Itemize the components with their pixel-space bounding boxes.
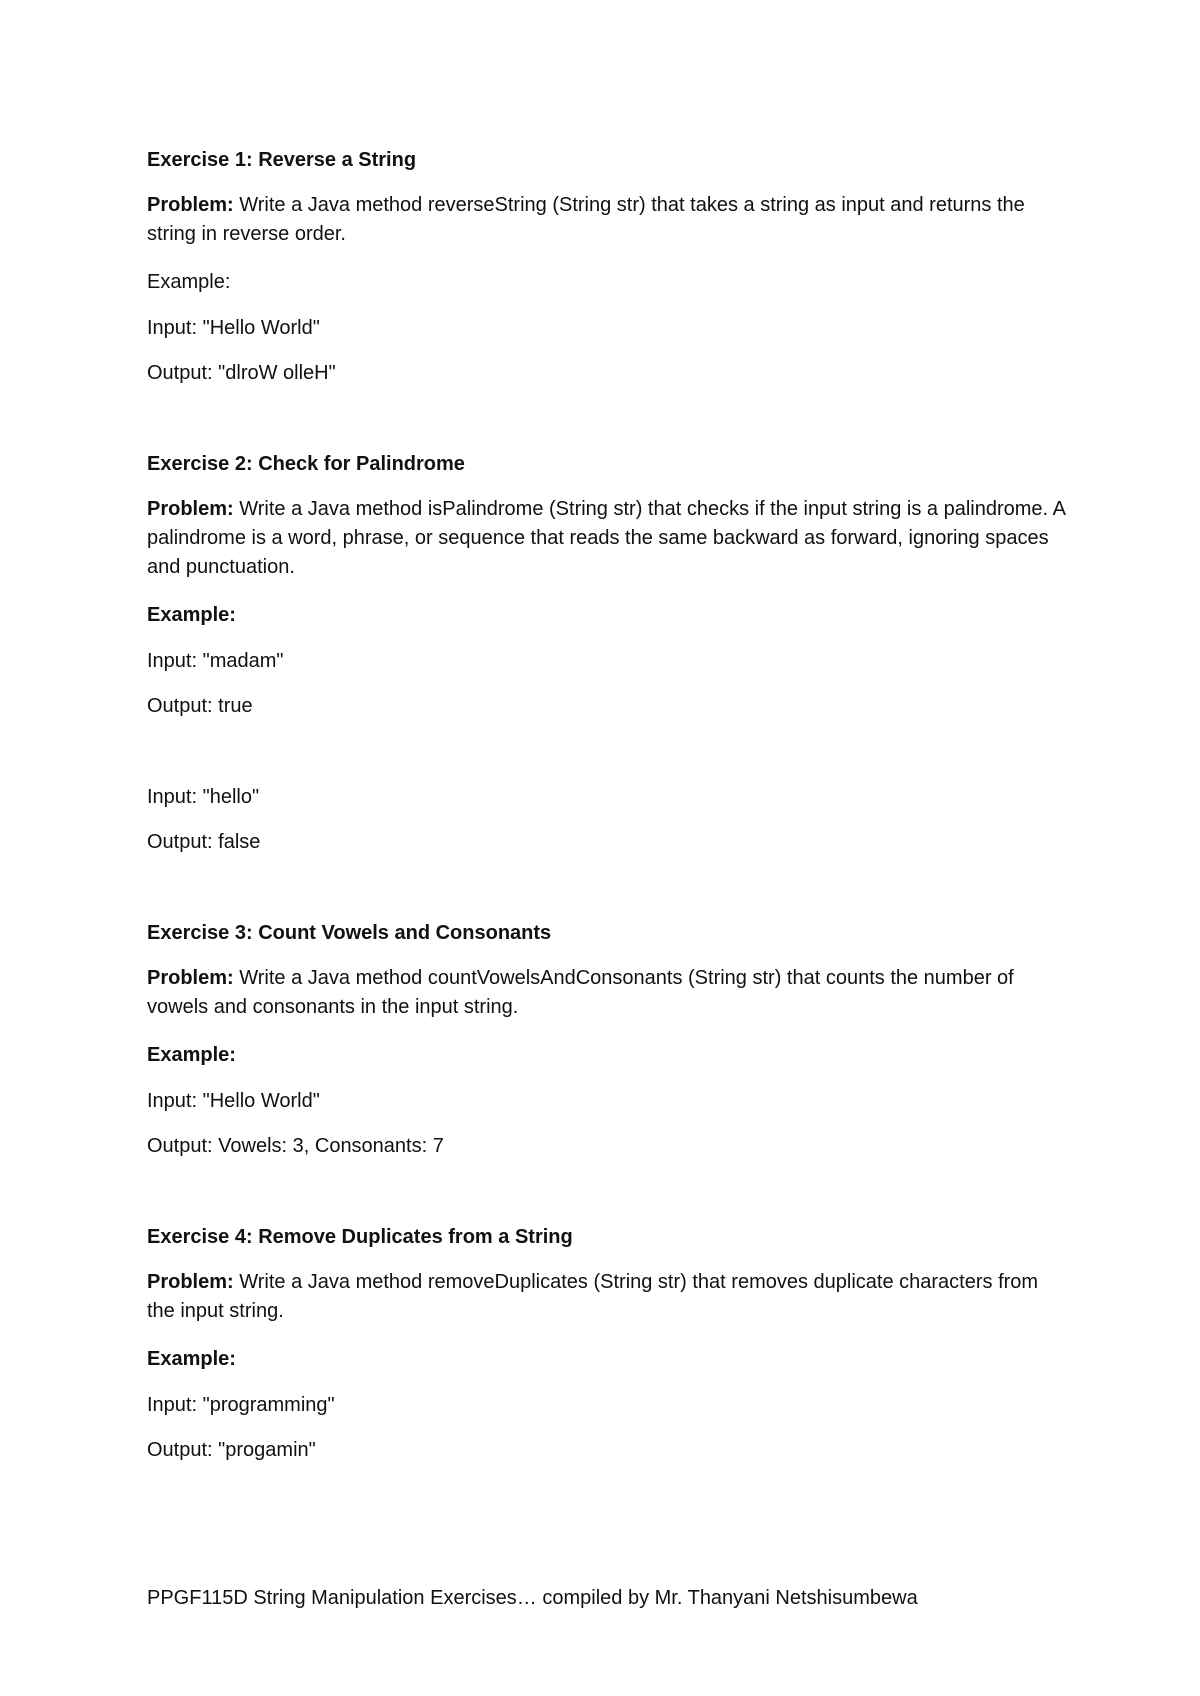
exercise-3-input: Input: "Hello World" [147, 1090, 320, 1112]
problem-label: Problem: [147, 498, 234, 520]
exercise-2-input-2: Input: "hello" [147, 786, 260, 808]
exercise-4-input: Input: "programming" [147, 1394, 335, 1416]
exercise-3-problem [147, 964, 1067, 1022]
problem-text: Write a Java method isPalindrome (String str) that checks if the input string is a palindrome. A palindrome is a word, phrase, or sequence that reads the same backward as forward, ignoring spaces and punctuation. [147, 498, 1065, 578]
exercise-2-example-label: Example: [147, 604, 236, 626]
exercise-2-output-1: Output: true [147, 695, 253, 717]
page-footer: PPGF115D String Manipulation Exercises… compiled by Mr. Thanyani Netshisumbewa [147, 1587, 918, 1609]
exercise-1-title: Exercise 1: Reverse a String [147, 149, 417, 171]
exercise-2-title: Exercise 2: Check for Palindrome [147, 453, 465, 475]
exercise-4-problem [147, 1268, 1067, 1326]
exercise-1-problem [147, 191, 1067, 249]
problem-text: Write a Java method reverseString (String str) that takes a string as input and returns the string in reverse order. [147, 194, 1025, 245]
exercise-2-problem [147, 495, 1067, 582]
problem-label: Problem: [147, 967, 234, 989]
problem-label: Problem: [147, 1271, 234, 1293]
problem-text: Write a Java method countVowelsAndConsonants (String str) that counts the number of vowels and consonants in the input string. [147, 967, 1014, 1018]
exercise-1-output: Output: "dlroW olleH" [147, 362, 336, 384]
exercise-3-title: Exercise 3: Count Vowels and Consonants [147, 922, 552, 944]
problem-label: Problem: [147, 194, 234, 216]
exercise-2-output-2: Output: false [147, 831, 261, 853]
exercise-4-example-label: Example: [147, 1348, 236, 1370]
exercise-4-output: Output: "progamin" [147, 1439, 316, 1461]
problem-text: Write a Java method removeDuplicates (String str) that removes duplicate characters from the input string. [147, 1271, 1039, 1322]
exercise-4-title: Exercise 4: Remove Duplicates from a String [147, 1226, 573, 1248]
exercise-3-output: Output: Vowels: 3, Consonants: 7 [147, 1135, 444, 1157]
exercise-2-input-1: Input: "madam" [147, 650, 284, 672]
exercise-1-input: Input: "Hello World" [147, 317, 320, 339]
exercise-3-example-label: Example: [147, 1044, 236, 1066]
exercise-1-example-label: Example: [147, 271, 231, 293]
